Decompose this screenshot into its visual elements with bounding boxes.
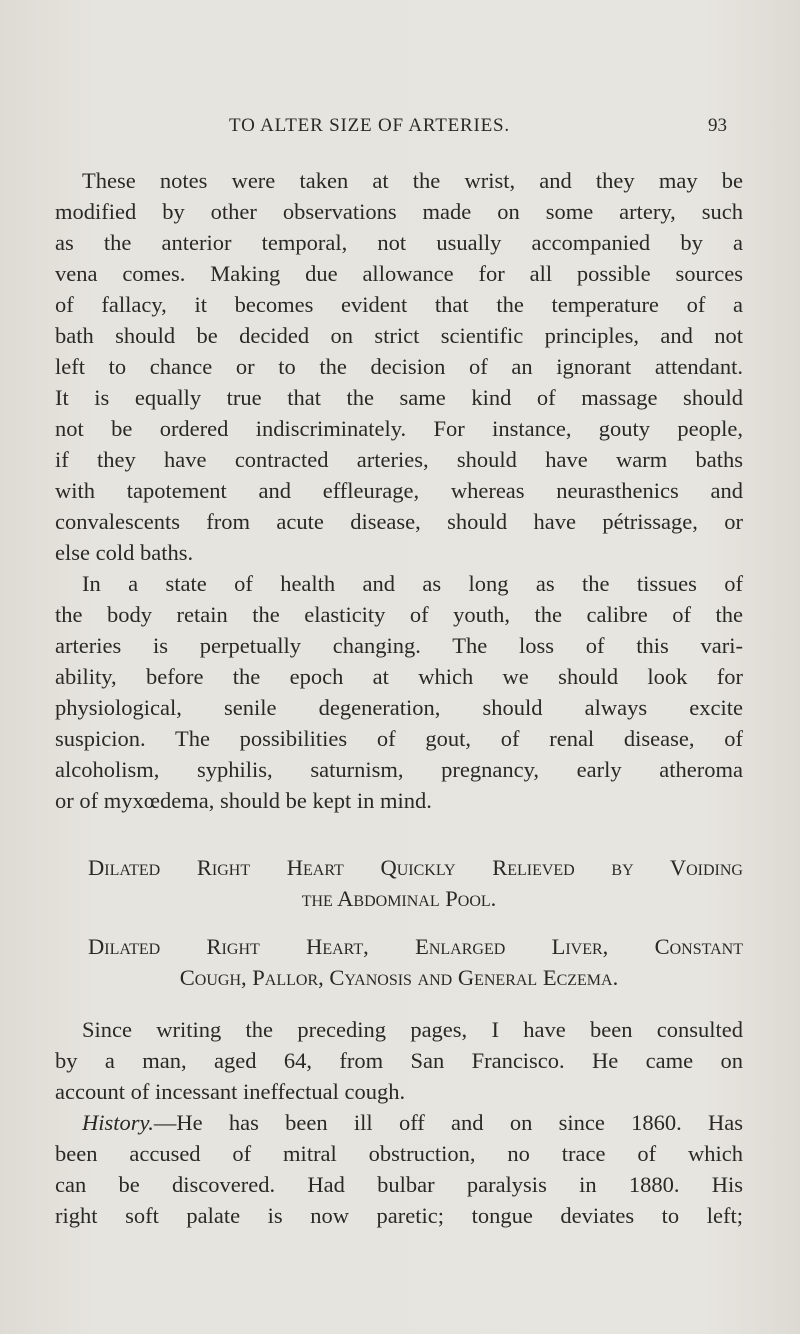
heading-line: Dilated Right Heart Quickly Relieved by Voiding — [88, 855, 743, 880]
text-line: account of incessant ineffectual cough. — [55, 1079, 406, 1104]
text-line: suspicion. The possibilities of gout, of renal disease, of — [55, 726, 743, 751]
text-line: can be discovered. Had bulbar paralysis in 1880. His — [55, 1172, 743, 1197]
text-line: left to chance or to the decision of an ignorant attendant. — [55, 354, 743, 379]
text-line: the body retain the elasticity of youth, the calibre of the — [55, 602, 743, 627]
text-line: alcoholism, syphilis, saturnism, pregnancy, early atheroma — [55, 757, 743, 782]
text-line: by a man, aged 64, from San Francisco. He came on — [55, 1048, 743, 1073]
text-line: In a state of health and as long as the tissues of — [82, 571, 743, 596]
text-line: physiological, senile degeneration, should always excite — [55, 695, 743, 720]
text-line: been accused of mitral obstruction, no trace of which — [55, 1141, 743, 1166]
text-line — [82, 1108, 743, 1138]
text-line: as the anterior temporal, not usually accompanied by a — [55, 230, 743, 255]
history-label: History. — [82, 1110, 154, 1135]
text-line: It is equally true that the same kind of massage should — [55, 385, 743, 410]
text-line: vena comes. Making due allowance for all possible sources — [55, 261, 743, 286]
heading-line: Dilated Right Heart, Enlarged Liver, Constant — [88, 934, 743, 959]
heading-line: the Abdominal Pool. — [301, 886, 497, 911]
running-title: TO ALTER SIZE OF ARTERIES. — [229, 115, 510, 136]
running-head — [0, 115, 800, 145]
text-line: right soft palate is now paretic; tongue deviates to left; — [55, 1203, 743, 1228]
text-line: arteries is perpetually changing. The loss of this vari- — [55, 633, 743, 658]
text-line: These notes were taken at the wrist, and they may be — [82, 168, 743, 193]
heading-line: Cough, Pallor, Cyanosis and General Eczema. — [179, 965, 619, 990]
text-line: ability, before the epoch at which we should look for — [55, 664, 743, 689]
text-line: bath should be decided on strict scientific principles, and not — [55, 323, 743, 348]
text-line: if they have contracted arteries, should have warm baths — [55, 447, 743, 472]
text-line: convalescents from acute disease, should have pétrissage, or — [55, 509, 743, 534]
text-line: or of myxœdema, should be kept in mind. — [55, 788, 432, 813]
text-line: not be ordered indiscriminately. For instance, gouty people, — [55, 416, 743, 441]
text-line: Since writing the preceding pages, I have been consulted — [82, 1017, 743, 1042]
history-text: —He has been ill off and on since 1860. Has — [153, 1110, 743, 1135]
text-line: with tapotement and effleurage, whereas neurasthenics and — [55, 478, 743, 503]
text-line: else cold baths. — [55, 540, 194, 565]
text-line: modified by other observations made on some artery, such — [55, 199, 743, 224]
text-line: of fallacy, it becomes evident that the temperature of a — [55, 292, 743, 317]
page-number: 93 — [708, 115, 727, 136]
